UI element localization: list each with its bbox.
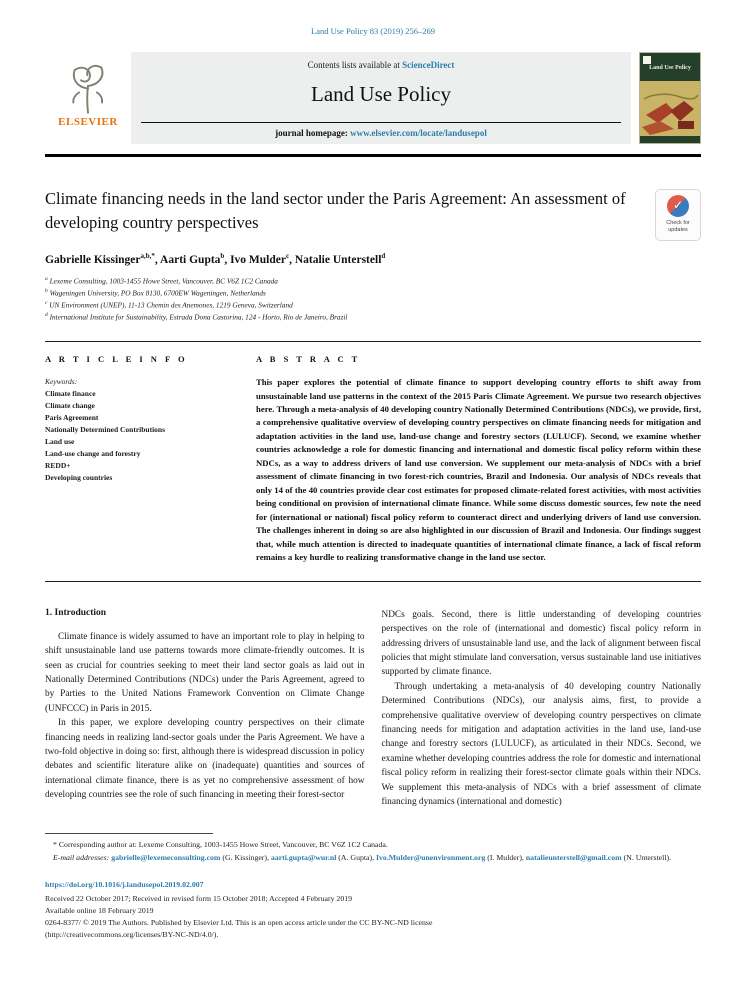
cover-publisher-chip [643,56,651,64]
keyword-item: Land-use change and forestry [45,449,141,459]
keyword-item: Land use [45,437,75,447]
author-separator: , [154,253,161,266]
journal-masthead [131,52,631,144]
keyword-item: REDD+ [45,461,71,471]
cover-bottom-band [640,136,700,143]
email-owner: (A. Gupta), [336,852,376,862]
keyword-item: Nationally Determined Contributions [45,425,165,435]
received-dates-line: Received 22 October 2017; Received in revised form 15 October 2018; Accepted 4 February 2019 [45,893,353,903]
email-addresses-line [45,852,701,864]
keyword-item: Climate change [45,401,95,411]
affiliation-marker: a [45,275,48,282]
author-name: Aarti Gupta [160,253,221,266]
email-owner: (N. Unterstell). [621,852,672,862]
keyword-item: Climate finance [45,389,96,399]
email-link[interactable]: aarti.gupta@wur.nl [270,852,337,862]
journal-header-banner [45,52,701,144]
body-paragraph: Through undertaking a meta-analysis of 40 developing country Nationally Determined Contributions (NDCs), our analysis aims, first, to provide a comprehensive qualitative overview of developing country perspectives on climate financing needs for mitigation and adaptation activities in the land use, land-use change and forestry sectors (LULUCF), as articulated in their NDCs. Second, we examine whether developing countries address the role for domestic and international fiscal policy reform in realizing their forest-sector climate goals within their NDCs. We supplement this meta-analysis of NDCs with a brief assessment of climate financing dynamics (international and domestic) [381,681,701,808]
affiliation-line [45,299,701,311]
keyword-item: Developing countries [45,473,113,483]
author-separator: , [289,253,295,266]
affiliations [45,275,701,323]
email-addresses-label: E-mail addresses: [53,852,112,862]
body-paragraph: Climate finance is widely assumed to have an important role to play in helping to shift unsustainable land use patterns towards more climate-friendly outcomes. It is seen as crucial for countries seeking to meet their land sector goals as laid out in Nationally Determined Contributions (NDCs) under the Paris Agreement, agreed to by Parties to the United Nations Framework Convention on Climate Change (UNFCCC) in Paris in 2015. [45,631,365,714]
elsevier-tree-logo-icon [62,58,114,114]
keywords-label: Keywords: [45,377,78,387]
email-link[interactable]: gabrielle@lexemeconsulting.com [111,852,221,862]
email-owner: (I. Mulder), [485,852,526,862]
abstract-heading: A B S T R A C T [256,354,361,365]
article-info-heading: A R T I C L E I N F O [45,354,188,365]
license-url-line: (http://creativecommons.org/licenses/BY-NC-ND/4.0/). [45,929,219,939]
journal-cover-image [639,52,701,144]
title-block [45,187,701,236]
author-name: Gabrielle Kissinger [45,253,141,266]
contents-list-line [141,60,621,70]
affiliation-text: Lexeme Consulting, 1003-1455 Howe Street, Vancouver, BC V6Z 1C2 Canada [49,276,278,286]
author-affil-marker: a,b,* [140,251,155,260]
article-info-abstract-section [45,341,701,582]
author-separator: , [224,253,231,266]
body-paragraph: NDCs goals. Second, there is little understanding of developing countries perspectives on the role of (international and domestic) fiscal policy reform in addressing drivers of unsustainable land use, and the lack of alignment between fiscal policies that might stimulate land conversation, versus sustainable land use initiatives supported by climate finance. [381,609,701,678]
doi-line [45,880,701,889]
journal-homepage-line [141,122,621,144]
article-title: Climate financing needs in the land sector under the Paris Agreement: An assessment of developing country perspectives [45,189,626,233]
affiliation-text: Wageningen University, PO Box 8130, 6700EW Wageningen, Netherlands [49,288,266,298]
corresponding-author-note [45,839,701,851]
body-column-left [45,608,365,810]
affiliation-text: UN Environment (UNEP), 11-13 Chemin des Anemones, 1219 Geneva, Switzerland [49,300,293,310]
journal-title: Land Use Policy [311,82,451,106]
article-body [45,608,701,810]
journal-cover-thumbnail [639,52,701,144]
affiliation-line [45,287,701,299]
abstract-column [240,354,701,565]
keywords-list [45,376,240,484]
abstract-text: This paper explores the potential of climate finance to support developing country efforts to shift away from unsustainable land use patterns in the context of the 2015 Paris Climate Agreement. We pursue two research objectives here. Through a meta-analysis of 40 developing country Nationally Determined Contributions (NDCs), we provide, first, a comprehensive qualitative overview of developing country perspectives on climate financing needs for mitigation and adaptation activities in the land use, land-use change and forestry sectors (LULUCF). Second, we examine whether countries acknowledge a role for domestic financing and international and domestic fiscal policy reform within these NDCs, as a way to address drivers of land use conversion. We supplement our meta-analysis of NDCs with a brief assessment of climate financing in two forest-rich countries, Brazil and Indonesia. Our analysis of NDCs reveals that only 14 of the 40 countries provide clear cost estimates for proposed climate-related forest activities, with most activities being conditional on provision of international climate finance. While some discuss domestic sources, few note the need for (international or national) fiscal policy reform to counteract direct and underlying drivers of land use conversion. The challenges inherent in doing so are also highlighted in our discussion of Brazil and Indonesia. Our findings suggest that, while much attention is directed to inadequate quantities of international climate finance, a lack of fiscal reform remains a key hurdle to realizing transformative change in the land use sector. [256,377,701,563]
authors-line [45,252,701,266]
introduction-heading: 1. Introduction [45,607,107,618]
corresponding-author-text: * Corresponding author at: Lexeme Consulting, 1003-1455 Howe Street, Vancouver, BC V6Z 1C2 Canada. [53,840,388,850]
check-for-updates-badge[interactable] [655,189,701,241]
copyright-line: 0264-8377/ © 2019 The Authors. Published by Elsevier Ltd. This is an open access article under the CC BY-NC-ND license [45,917,433,927]
cover-journal-title: Land Use Policy [649,65,691,71]
affiliation-text: International Institute for Sustainability, Estrada Dona Castorina, 124 - Horto, Rio de Janeiro, Brazil [49,312,348,322]
homepage-url-link[interactable]: www.elsevier.com/locate/landusepol [350,128,487,138]
sciencedirect-link[interactable]: ScienceDirect [402,60,455,70]
elsevier-logo [45,52,131,144]
crossmark-icon [667,195,689,217]
author-affil-marker: b [220,251,225,260]
check-for-updates-label: Check for updates [666,220,690,234]
header-divider-rule [45,154,701,157]
author-name: Natalie Unterstell [294,253,382,266]
author-name: Ivo Mulder [230,253,286,266]
body-paragraph: In this paper, we explore developing country perspectives on their climate financing needs in realizing land-sector goals under the Paris Agreement. We have a two-fold objective in doing so: first, although there is widespread discussion in policy debates and scientific literature alike on (inadequate) quantities and sources of international climate finance, there is as yet no comprehensive assessment of how developing countries see the role of such financing in meeting their forest-sector [45,718,365,801]
journal-citation: Land Use Policy 83 (2019) 256–269 [311,26,435,36]
affiliation-line [45,311,701,323]
body-column-right [382,608,702,810]
affiliation-line [45,275,701,287]
author-affil-marker: d [381,251,386,260]
elsevier-logo-text: ELSEVIER [58,116,118,128]
contents-list-prefix: Contents lists available at [307,60,403,70]
affiliation-marker: b [45,287,48,294]
footnote-divider-rule [45,833,213,834]
email-link[interactable]: Ivo.Mulder@unenvironment.org [375,852,486,862]
footnote-block [45,833,701,863]
available-online-line: Available online 18 February 2019 [45,905,154,915]
article-info-column [45,354,240,565]
affiliation-marker: d [45,311,48,318]
author-affil-marker: c [285,251,290,260]
homepage-prefix: journal homepage: [275,128,351,138]
email-owner: (G. Kissinger), [220,852,271,862]
affiliation-marker: c [45,299,48,306]
article-footer [45,880,701,941]
doi-link[interactable]: https://doi.org/10.1016/j.landusepol.2019.02.007 [45,879,204,889]
keyword-item: Paris Agreement [45,413,99,423]
email-link[interactable]: natalieunterstell@gmail.com [525,852,622,862]
